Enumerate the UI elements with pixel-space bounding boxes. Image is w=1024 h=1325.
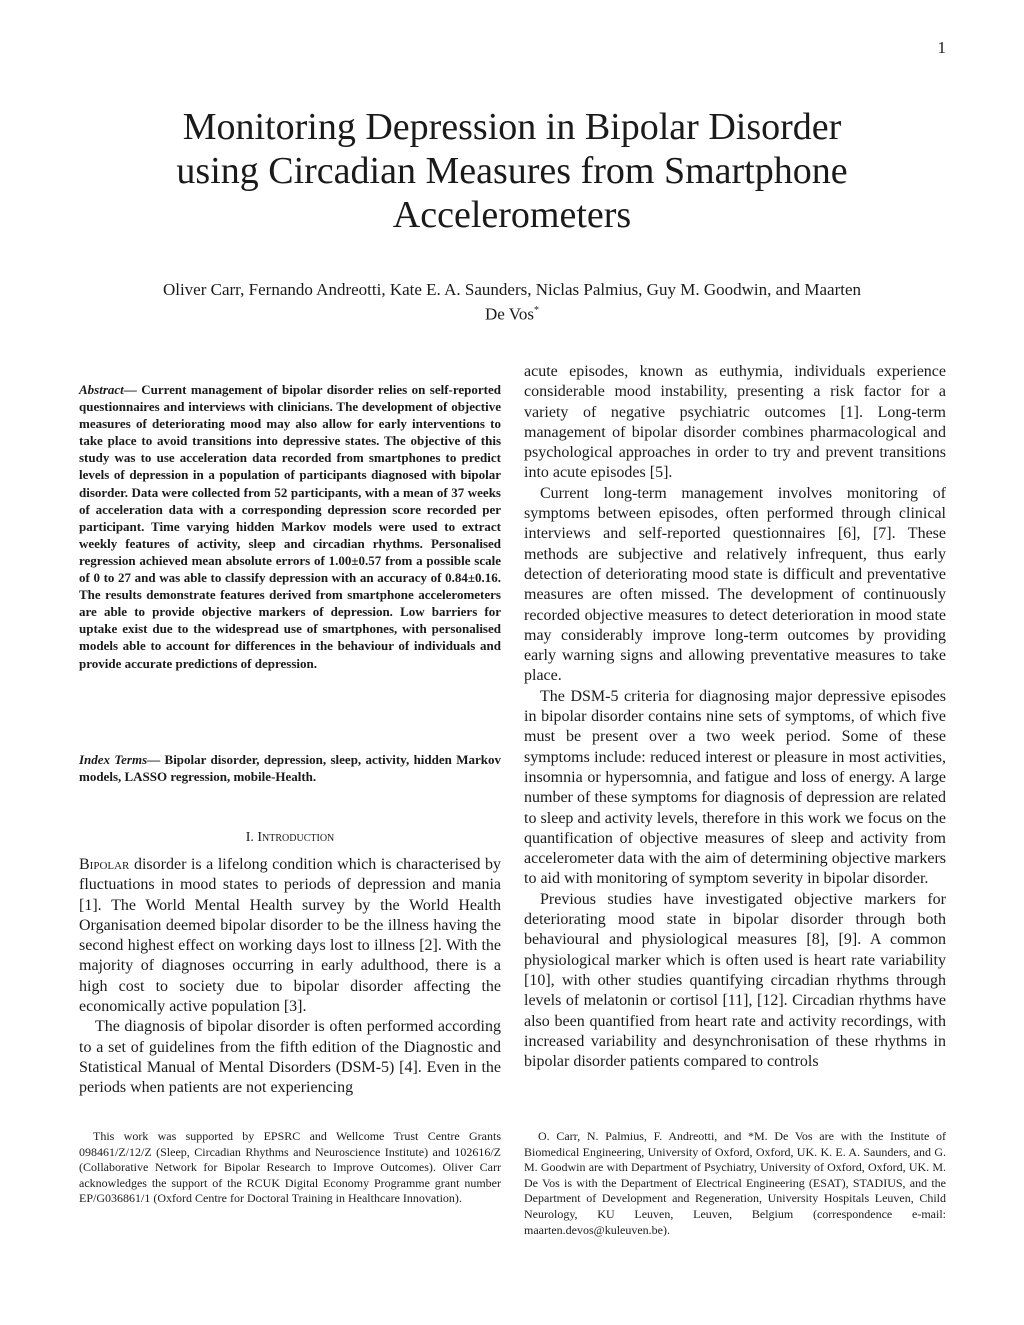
index-terms-label: Index Terms xyxy=(79,752,148,767)
intro-first-word: Bipolar xyxy=(79,856,130,873)
index-terms-dash: — xyxy=(147,752,161,767)
authors-line-2-text: De Vos xyxy=(485,304,534,324)
footnote-affiliations xyxy=(524,1129,946,1238)
index-terms-text: Bipolar disorder, depression, sleep, activity, hidden Markov models, LASSO regression, mobile-Health. xyxy=(79,752,501,785)
paper-title xyxy=(80,105,944,237)
abstract-dash: — xyxy=(123,382,137,397)
abstract-text: Current management of bipolar disorder relies on self-reported questionnaires and interviews with clinicians. The development of objective measures of deteriorating mood may also allow for early interventions to take place to avoid transitions into depressive states. The objective of this study was to use acceleration data recorded from smartphones to predict levels of depression in a population of participants diagnosed with bipolar disorder. Data were collected from 52 participants, with a mean of 37 weeks of acceleration data with a corresponding depression score recorded per participant. Time varying hidden Markov models were used to extract weekly features of activity, sleep and circadian rhythms. Personalised regression achieved mean absolute errors of 1.00±0.57 from a possible scale of 0 to 27 and was able to classify depression with an accuracy of 0.84±0.16. The results demonstrate features derived from smartphone accelerometers are able to provide objective markers of depression. Low barriers for uptake exist due to the widespread use of smartphones, with personalised models able to account for differences in the behaviour of individuals and provide accurate predictions of depression. xyxy=(79,382,501,671)
abstract-label: Abstract xyxy=(79,382,124,397)
section-title: Introduction xyxy=(257,830,335,845)
intro-paragraph-1 xyxy=(79,855,501,1017)
right-paragraph-1: Current long-term management involves monitoring of symptoms between episodes, often performed through clinical interviews and self-reported questionnaires [6], [7]. These methods are subjective and relatively infrequent, thus early detection of deteriorating mood state is difficult and preventative measures are often missed. The development of continuously recorded objective measures to detect deterioration in mood state may considerably improve long-term outcomes by providing early warning signs and allowing preventative measures to take place. xyxy=(524,484,946,685)
footnote-affiliations-text: O. Carr, N. Palmius, F. Andreotti, and *M. De Vos are with the Institute of Biomedical Engineering, University of Oxford, Oxford, UK. K. E. A. Saunders, and G. M. Goodwin are with Department of Psychiatry, University of Oxford, Oxford, UK. M. De Vos is with the Department of Electrical Engineering (ESAT), STADIUS, and the Department of Development and Regeneration, University Hospitals Leuven, Child Neurology, KU Leuven, Leuven, Belgium (correspondence e-mail: maarten.devos@kuleuven.be). xyxy=(524,1129,946,1237)
index-terms xyxy=(79,751,501,785)
section-heading-introduction xyxy=(79,830,501,846)
authors-line-1: Oliver Carr, Fernando Andreotti, Kate E. A. Saunders, Niclas Palmius, Guy M. Goodwin, and Maarten xyxy=(162,280,862,299)
title-line-1: Monitoring Depression in Bipolar Disorder xyxy=(182,106,842,148)
intro-paragraph-1-rest: disorder is a lifelong condition which is characterised by fluctuations in mood states to periods of depression and mania [1]. The World Mental Health survey by the World Health Organisation deemed bipolar disorder to be the illness having the second highest effect on working days lost to illness [2]. With the majority of diagnoses occurring in early adulthood, there is a high cost to society due to bipolar disorder affecting the economically active population [3]. xyxy=(79,856,501,1016)
footnote-funding xyxy=(79,1129,501,1207)
footnote-funding-text: This work was supported by EPSRC and Wellcome Trust Centre Grants 098461/Z/12/Z (Sleep, Circadian Rhythms and Neuroscience Institute) and 102616/Z (Collaborative Network for Bipolar Research to Improve Outcomes). Oliver Carr acknowledges the support of the RCUK Digital Economy Programme grant number EP/G036861/1 (Oxford Centre for Doctoral Training in Healthcare Innovation). xyxy=(79,1129,501,1206)
right-column-text xyxy=(524,362,946,1072)
title-line-2: using Circadian Measures from Smartphone xyxy=(176,150,848,192)
introduction-text xyxy=(79,855,501,1099)
title-line-3: Accelerometers xyxy=(392,194,632,236)
authors-line-2 xyxy=(110,300,914,325)
section-numeral: I. xyxy=(245,830,254,845)
right-paragraph-0: acute episodes, known as euthymia, individuals experience considerable mood instability, presenting a risk factor for a variety of negative psychiatric outcomes [1]. Long-term management of bipolar disorder combines pharmacological and psychological approaches in order to try and prevent transitions into acute episodes [5]. xyxy=(524,363,946,482)
right-paragraph-2: The DSM-5 criteria for diagnosing major depressive episodes in bipolar disorder contains nine sets of symptoms, of which five must be present over a two week period. Some of these symptoms include: reduced interest or pleasure in most activities, insomnia or hypersomnia, and fatigue and loss of energy. A large number of these symptoms for diagnosis of depression are related to sleep and activity levels, therefore in this work we focus on the quantification of objective measures of sleep and activity from accelerometer data with the aim of determining objective markers to aid with monitoring of symptom severity in bipolar disorder. xyxy=(524,687,946,888)
right-paragraph-3: Previous studies have investigated objective markers for deteriorating mood state in bipolar disorder through both behavioural and physiological measures [8], [9]. A common physiological marker which is often used is heart rate variability [10], with other studies quantifying circadian rhythms through levels of melatonin or cortisol [11], [12]. Circadian rhythms have also been quantified from heart rate and activity recordings, with increased variability and desynchronisation of these rhythms in bipolar disorder patients compared to controls xyxy=(524,890,946,1071)
corresponding-author-mark: * xyxy=(533,305,539,316)
abstract xyxy=(79,381,501,672)
page-number: 1 xyxy=(937,38,946,57)
intro-paragraph-2: The diagnosis of bipolar disorder is often performed according to a set of guidelines from the fifth edition of the Diagnostic and Statistical Manual of Mental Disorders (DSM-5) [4]. Even in the periods when patients are not experiencing xyxy=(79,1018,501,1097)
author-list xyxy=(110,279,914,325)
